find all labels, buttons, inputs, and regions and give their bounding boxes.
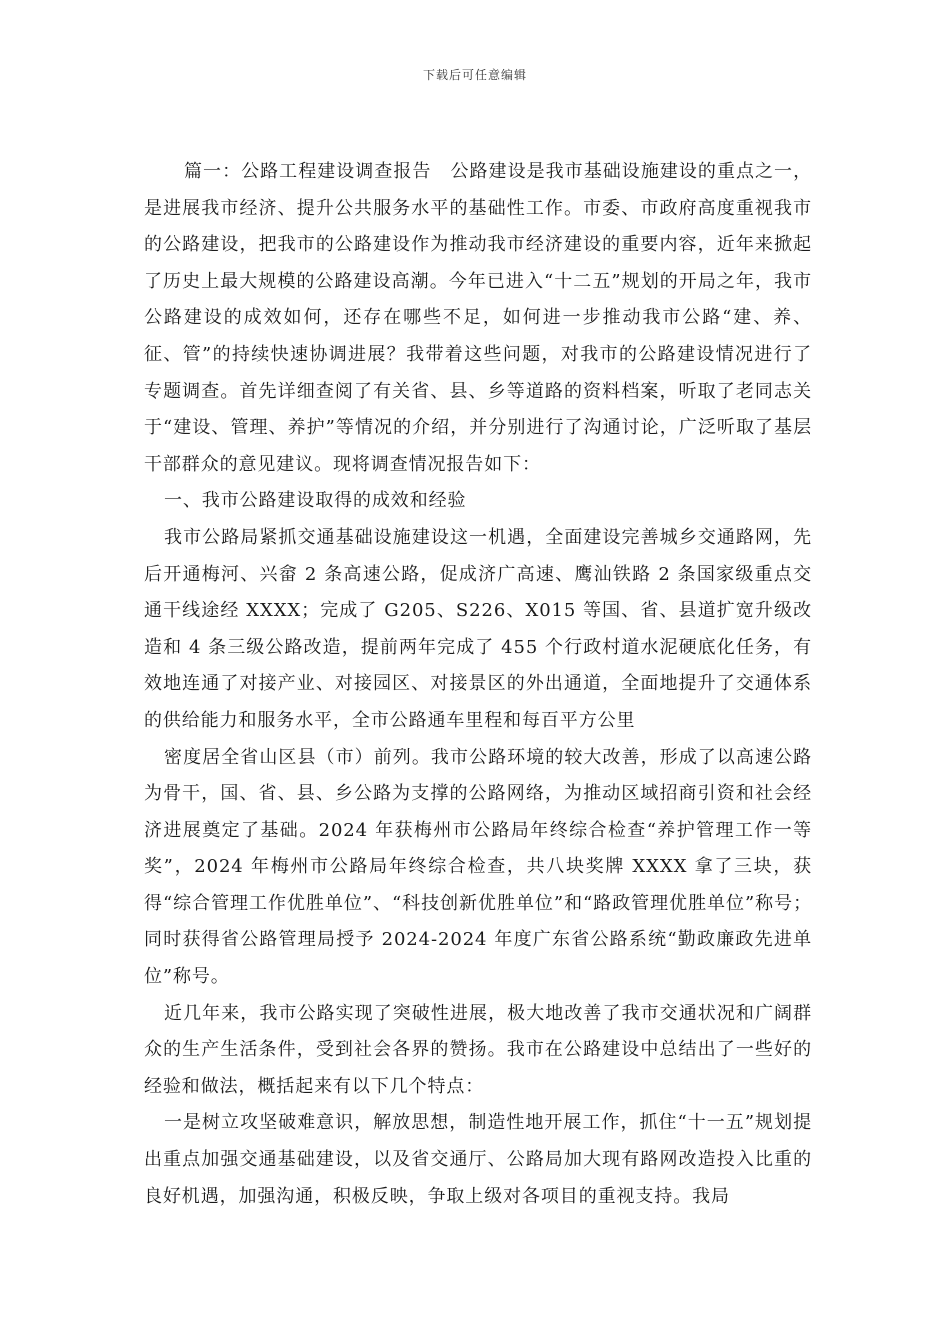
paragraph: 一是树立攻坚破难意识，解放思想，制造性地开展工作，抓住“十一五”规划提出重点加强交通基础建设，以及省交通厅、公路局加大现有路网改造投入比重的良好机遇，加强沟通，积极反映，争取上级对各项目的重视支持。我局 bbox=[144, 1112, 812, 1207]
section-heading: 一、我市公路建设取得的成效和经验 bbox=[164, 490, 467, 512]
paragraph: 我市公路局紧抓交通基础设施建设这一机遇，全面建设完善城乡交通路网，先后开通梅河、兴畲 2 条高速公路，促成济广高速、鹰汕铁路 2 条国家级重点交通干线途经 XXXX；完成了 G205、S226、X015 等国、省、县道扩宽升级改造和 4 条三级公路改造，提前两年完成了 455 个行政村道水泥硬底化任务，有效地连通了对接产业、对接园区、对接景区的外出通道，全面地提升了交通体系的供给能力和服务水平，全市公路通车里程和每百平方公里 bbox=[144, 526, 812, 731]
document-body bbox=[144, 154, 812, 1215]
paragraph: 密度居全省山区县（市）前列。我市公路环境的较大改善，形成了以高速公路为骨干，国、省、县、乡公路为支撑的公路网络，为推动区域招商引资和社会经济进展奠定了基础。2024 年获梅州市公路局年终综合检查“养护管理工作一等奖”，2024 年梅州市公路局年终综合检查，共八块奖牌 XXXX 拿了三块，获得“综合管理工作优胜单位”、“科技创新优胜单位”和“路政管理优胜单位”称号；同时获得省公路管理局授予 2024-2024 年度广东省公路系统“勤政廉政先进单位”称号。 bbox=[144, 746, 812, 988]
page-header: 下载后可任意编辑 bbox=[422, 68, 527, 82]
paragraph: 近几年来，我市公路实现了突破性进展，极大地改善了我市交通状况和广阔群众的生产生活条件，受到社会各界的赞扬。我市在公路建设中总结出了一些好的经验和做法，概括起来有以下几个特点： bbox=[144, 1002, 812, 1097]
paragraph-intro: 篇一：公路工程建设调查报告 公路建设是我市基础设施建设的重点之一，是进展我市经济、提升公共服务水平的基础性工作。市委、市政府高度重视我市的公路建设，把我市的公路建设作为推动我市经济建设的重要内容，近年来掀起了历史上最大规模的公路建设高潮。今年已进入“十二五”规划的开局之年，我市公路建设的成效如何，还存在哪些不足，如何进一步推动我市公路“建、养、征、管”的持续快速协调进展？我带着这些问题，对我市的公路建设情况进行了专题调查。首先详细查阅了有关省、县、乡等道路的资料档案，听取了老同志关于“建设、管理、养护”等情况的介绍，并分别进行了沟通讨论，广泛听取了基层干部群众的意见建议。现将调查情况报告如下： bbox=[144, 161, 812, 475]
